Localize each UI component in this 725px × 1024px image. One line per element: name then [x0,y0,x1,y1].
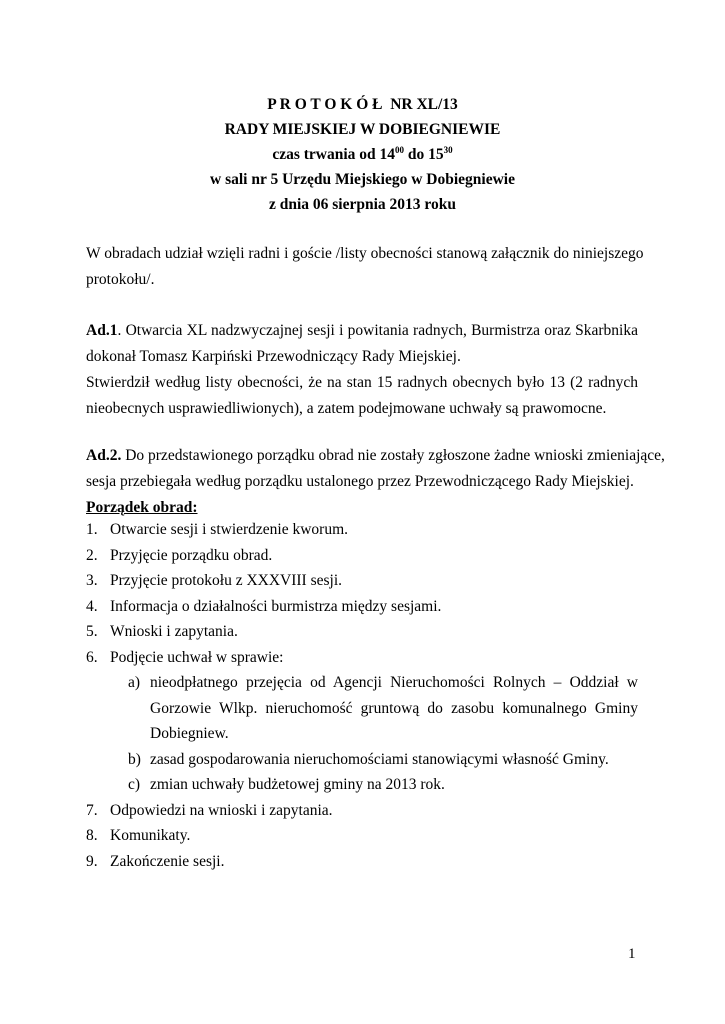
subitem-text [150,772,445,798]
duration-start-minutes: 00 [395,144,405,155]
subitem-a-line-1: nieodpłatnego przejęcia od Agencji Nieruchomości Rolnych – Oddział w [150,674,638,691]
agenda-item-number: 7. [86,801,98,819]
ad2-paragraph [86,443,665,521]
agenda-item [86,619,646,645]
agenda-item-number: 3. [86,572,98,589]
duration-end-minutes: 30 [443,144,453,155]
ad1-line-2: dokonał Tomasz Karpiński Przewodniczący Rady Miejskiej. [86,348,461,365]
agenda-item [86,645,646,671]
agenda-item-text: Podjęcie uchwał w sprawie: [110,648,284,666]
resolution-subitem [128,747,638,773]
intro-line-2: protokołu/. [86,271,155,288]
ad2-line-1-text: Do przedstawionego porządku obrad nie zostały zgłoszone żadne wnioski zmieniające, [121,447,665,464]
agenda-item [86,568,646,594]
subitem-letter: a) [128,674,141,691]
document-header [0,92,725,217]
agenda-item-text: Odpowiedzi na wnioski i zapytania. [110,801,333,819]
subitem-b-line-1: zasad gospodarowania nieruchomościami stanowiącymi własność Gminy. [150,750,609,768]
protocol-title: P R O T O K Ó Ł NR XL/13 [267,96,458,113]
agenda-item-number: 4. [86,597,98,615]
intro-paragraph [86,241,644,293]
agenda-item [86,849,646,875]
agenda-item-text: Wnioski i zapytania. [110,623,238,640]
duration-prefix: czas trwania od 14 [272,146,396,163]
intro-line-1: W obradach udział wzięli radni i goście /listy obecności stanową załącznik do niniejszego [86,245,644,262]
agenda-heading: Porządek obrad: [86,499,198,516]
resolution-sublist [86,670,646,798]
duration-mid: do 15 [404,146,444,163]
session-date: z dnia 06 sierpnia 2013 roku [268,196,457,213]
council-name: RADY MIEJSKIEJ W DOBIEGNIEWIE [224,121,501,138]
ad1-line-1 [86,318,638,344]
subitem-a-line-3: Dobiegniew. [150,725,229,742]
resolution-subitem [128,670,638,747]
subitem-a-line-2: Gorzowie Wlkp. nieruchomość gruntową do zasobu komunalnego Gminy [150,699,638,717]
ad1-line-3: Stwierdził według listy obecności, że na stan 15 radnych obecnych było 13 (2 radnych [86,374,638,391]
agenda-item-text: Przyjęcie protokołu z XXXVIII sesji. [110,572,343,589]
agenda-item-number: 2. [86,546,98,564]
agenda-list [86,517,646,874]
subitem-text [150,747,609,773]
agenda-item [86,823,646,849]
agenda-item-number: 5. [86,623,98,640]
agenda-item-text: Przyjęcie porządku obrad. [110,546,273,564]
subitem-c-line-1: zmian uchwały budżetowej gminy na 2013 rok. [150,776,445,793]
subitem-letter: c) [128,776,141,793]
resolution-subitem [128,772,638,798]
page-number: 1 [628,946,636,962]
ad2-label: Ad.2. [86,447,122,464]
ad1-label: Ad.1 [86,322,118,339]
agenda-item-number: 9. [86,852,98,870]
ad1-paragraph [86,318,638,422]
agenda-item-text: Zakończenie sesji. [110,852,225,870]
agenda-subitems [86,670,646,798]
session-location: w sali nr 5 Urzędu Miejskiego w Dobiegniewie [210,171,515,188]
ad2-line-2: sesja przebiegała według porządku ustalonego przez Przewodniczącego Rady Miejskiej. [86,473,634,490]
ad2-line-1 [86,443,665,469]
subitem-letter: b) [128,750,141,768]
subitem-text [150,670,638,747]
agenda-item [86,798,646,824]
agenda-item [86,543,646,569]
agenda-item-text: Otwarcie sesji i stwierdzenie kworum. [110,521,349,538]
agenda-item [86,594,646,620]
agenda-item-text: Informacja o działalności burmistrza między sesjami. [110,597,442,615]
session-duration [0,142,725,167]
ad1-line-4: nieobecnych usprawiedliwionych), a zatem podejmowane uchwały są prawomocne. [86,400,607,417]
agenda-item-number: 6. [86,648,98,666]
agenda-item-number: 8. [86,827,98,844]
ad1-line-1-text: . Otwarcia XL nadzwyczajnej sesji i powitania radnych, Burmistrza oraz Skarbnika [117,322,638,339]
agenda-item-text: Komunikaty. [110,827,191,844]
agenda-item [86,517,646,543]
agenda-item-number: 1. [86,521,98,538]
